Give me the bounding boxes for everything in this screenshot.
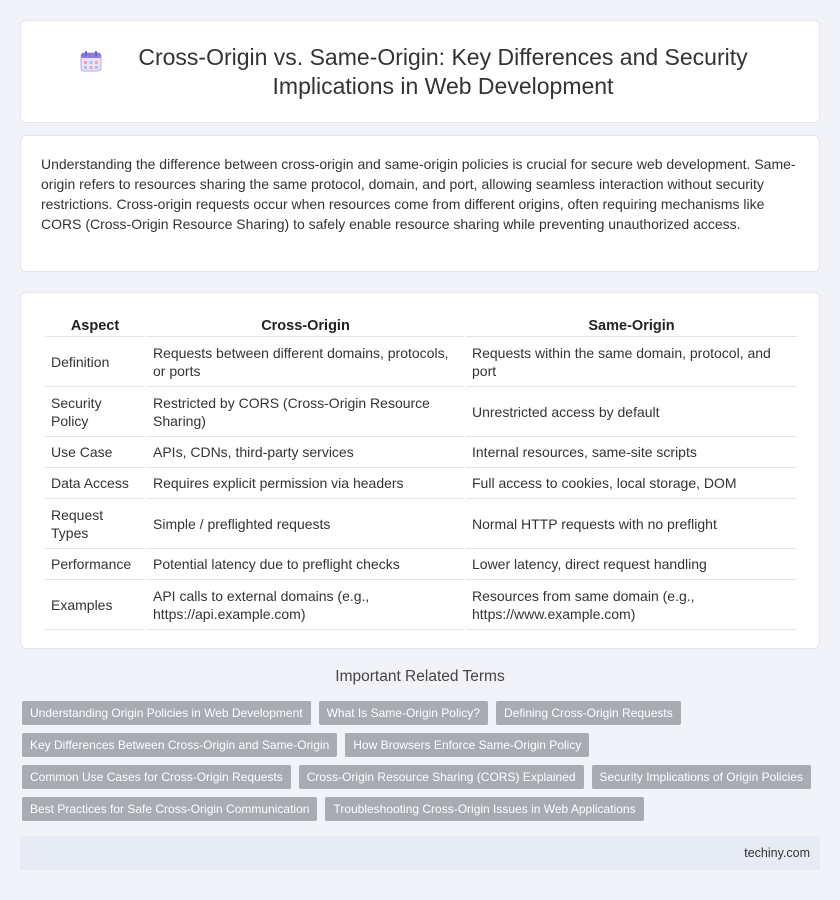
header-same-origin: Same-Origin xyxy=(466,313,797,337)
row-same-origin: Internal resources, same-site scripts xyxy=(466,437,797,468)
header-cross-origin: Cross-Origin xyxy=(147,313,464,337)
row-cross-origin: Potential latency due to preflight checks xyxy=(147,549,464,580)
table-header-row xyxy=(45,313,797,337)
row-cross-origin: APIs, CDNs, third-party services xyxy=(147,437,464,468)
calendar-icon xyxy=(80,50,102,72)
table-row xyxy=(45,499,797,549)
row-cross-origin: API calls to external domains (e.g., https://api.example.com) xyxy=(147,580,464,630)
row-aspect: Use Case xyxy=(45,437,145,468)
tag-link[interactable]: Key Differences Between Cross-Origin and Same-Origin xyxy=(22,733,337,757)
row-cross-origin: Simple / preflighted requests xyxy=(147,499,464,549)
comparison-table-card xyxy=(20,292,820,649)
intro-card xyxy=(20,135,820,272)
tag-link[interactable]: How Browsers Enforce Same-Origin Policy xyxy=(345,733,589,757)
row-aspect: Performance xyxy=(45,549,145,580)
row-same-origin: Resources from same domain (e.g., https://www.example.com) xyxy=(466,580,797,630)
row-same-origin: Full access to cookies, local storage, DOM xyxy=(466,468,797,499)
header-card xyxy=(20,20,820,123)
tag-row xyxy=(22,701,822,725)
row-aspect: Data Access xyxy=(45,468,145,499)
page-title: Cross-Origin vs. Same-Origin: Key Differences and Security Implications in Web Development xyxy=(138,43,748,99)
tag-link[interactable]: Troubleshooting Cross-Origin Issues in Web Applications xyxy=(325,797,643,821)
row-same-origin: Unrestricted access by default xyxy=(466,387,797,437)
tag-link[interactable]: Cross-Origin Resource Sharing (CORS) Explained xyxy=(299,765,584,789)
row-cross-origin: Requests between different domains, protocols, or ports xyxy=(147,337,464,387)
header-aspect: Aspect xyxy=(45,313,145,337)
row-cross-origin: Restricted by CORS (Cross-Origin Resource Sharing) xyxy=(147,387,464,437)
table-row xyxy=(45,437,797,468)
intro-paragraph: Understanding the difference between cross-origin and same-origin policies is crucial for secure web development. Same-origin refers to resources sharing the same protocol, domain, and port, allowing seamless interaction without security restrictions. Cross-origin requests occur when resources come from different origins, often requiring mechanisms like CORS (Cross-Origin Resource Sharing) to safely enable resource sharing while preventing unauthorized access. xyxy=(41,156,796,232)
tag-row xyxy=(22,733,822,757)
tag-link[interactable]: Common Use Cases for Cross-Origin Requests xyxy=(22,765,291,789)
tag-link[interactable]: Best Practices for Safe Cross-Origin Communication xyxy=(22,797,317,821)
table-row xyxy=(45,387,797,437)
table-row xyxy=(45,549,797,580)
tag-link[interactable]: Security Implications of Origin Policies xyxy=(592,765,811,789)
tag-row xyxy=(22,797,822,821)
table-row xyxy=(45,468,797,499)
tag-link[interactable]: Defining Cross-Origin Requests xyxy=(496,701,681,725)
row-same-origin: Requests within the same domain, protocol, and port xyxy=(466,337,797,387)
row-cross-origin: Requires explicit permission via headers xyxy=(147,468,464,499)
table-row xyxy=(45,580,797,630)
related-terms-title: Important Related Terms xyxy=(335,668,505,685)
footer-brand[interactable]: techiny.com xyxy=(744,846,810,860)
tag-row xyxy=(22,765,822,789)
tag-link[interactable]: What Is Same-Origin Policy? xyxy=(319,701,488,725)
row-aspect: Request Types xyxy=(45,499,145,549)
comparison-table xyxy=(43,313,799,630)
row-aspect: Examples xyxy=(45,580,145,630)
footer xyxy=(20,836,820,870)
table-row xyxy=(45,337,797,387)
row-aspect: Security Policy xyxy=(45,387,145,437)
related-terms-tags xyxy=(22,701,822,829)
tag-link[interactable]: Understanding Origin Policies in Web Development xyxy=(22,701,311,725)
row-aspect: Definition xyxy=(45,337,145,387)
row-same-origin: Normal HTTP requests with no preflight xyxy=(466,499,797,549)
row-same-origin: Lower latency, direct request handling xyxy=(466,549,797,580)
